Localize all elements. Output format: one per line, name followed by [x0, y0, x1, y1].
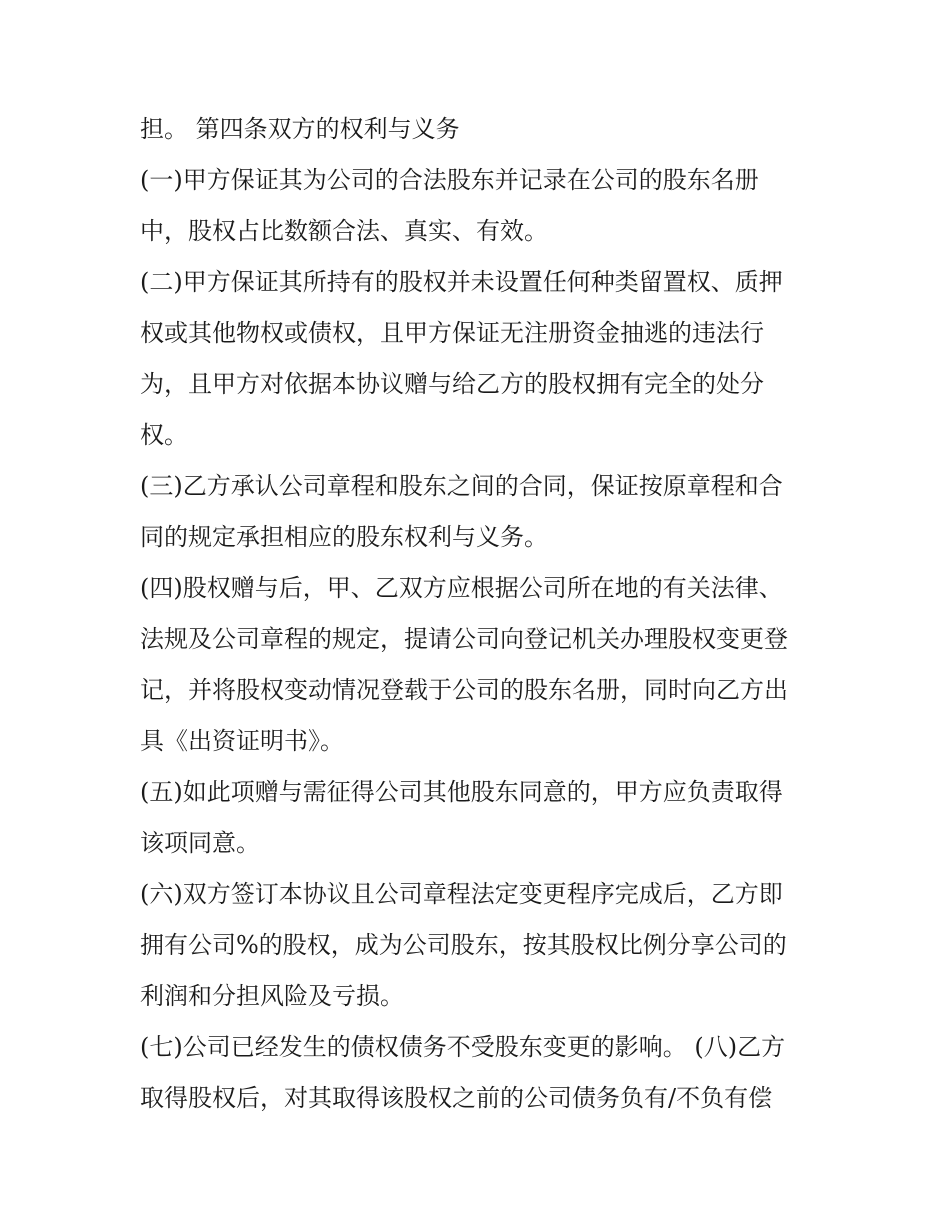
- text-line: 中，股权占比数额合法、真实、有效。: [140, 217, 548, 245]
- text-line: 该项同意。: [140, 829, 260, 857]
- text-line: (六)双方签订本协议且公司章程法定变更程序完成后，乙方即: [140, 880, 783, 908]
- text-line: 权。: [140, 421, 188, 449]
- text-line: (七)公司已经发生的债权债务不受股东变更的影响。 (八)乙方: [140, 1033, 786, 1061]
- text-line: 权或其他物权或债权，且甲方保证无注册资金抽逃的违法行: [140, 319, 764, 347]
- text-line: 拥有公司%的股权，成为公司股东，按其股权比例分享公司的: [140, 931, 787, 959]
- text-line: 法规及公司章程的规定，提请公司向登记机关办理股权变更登: [140, 625, 788, 653]
- text-line: 记，并将股权变动情况登载于公司的股东名册，同时向乙方出: [140, 676, 788, 704]
- text-line: (五)如此项赠与需征得公司其他股东同意的，甲方应负责取得: [140, 778, 783, 806]
- text-line: (四)股权赠与后，甲、乙双方应根据公司所在地的有关法律、: [140, 574, 783, 602]
- text-line: 取得股权后，对其取得该股权之前的公司债务负有/不负有偿: [140, 1084, 773, 1112]
- document-body: [140, 104, 820, 1124]
- text-line: 担。 第四条双方的权利与义务: [140, 115, 460, 143]
- text-line: 同的规定承担相应的股东权利与义务。: [140, 523, 548, 551]
- text-line: (二)甲方保证其所持有的股权并未设置任何种类留置权、质押: [140, 268, 783, 296]
- text-line: 利润和分担风险及亏损。: [140, 982, 404, 1010]
- text-line: 为，且甲方对依据本协议赠与给乙方的股权拥有完全的处分: [140, 370, 764, 398]
- text-line: 具《出资证明书》。: [140, 727, 344, 755]
- text-line: (一)甲方保证其为公司的合法股东并记录在公司的股东名册: [140, 166, 759, 194]
- text-line: (三)乙方承认公司章程和股东之间的合同，保证按原章程和合: [140, 472, 783, 500]
